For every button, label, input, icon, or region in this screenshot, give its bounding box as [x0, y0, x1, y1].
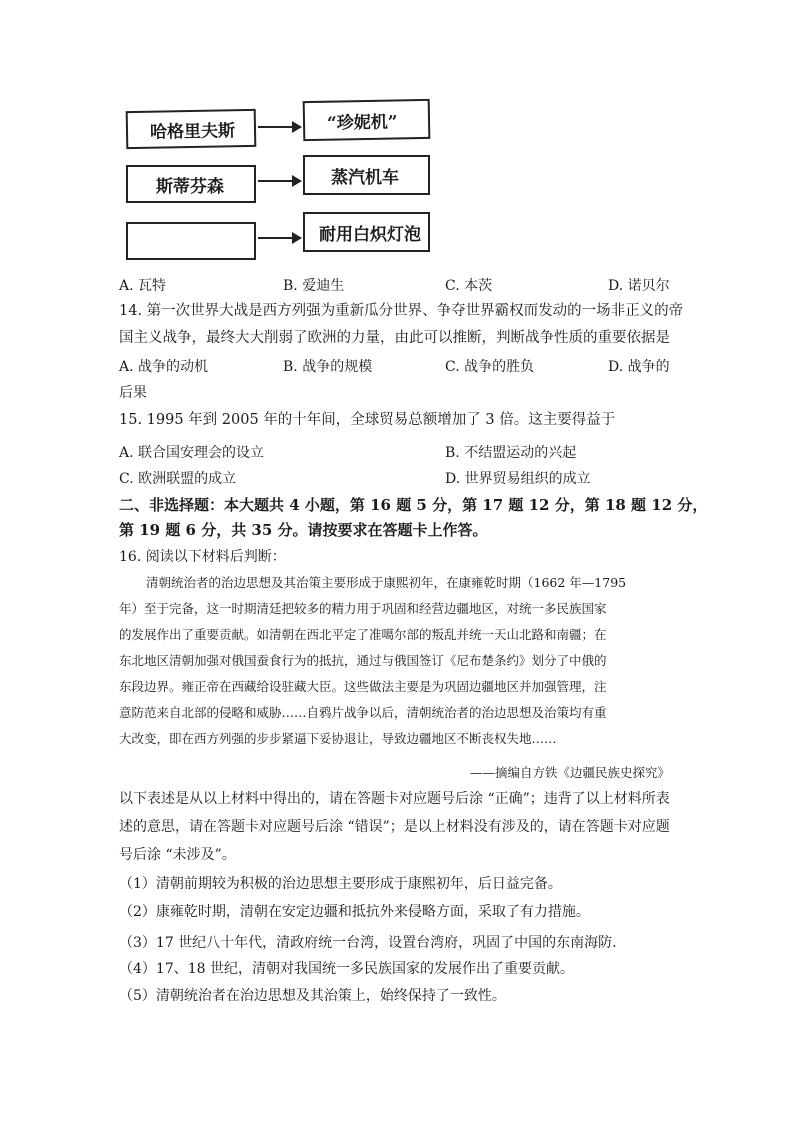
q16-instruction-line-2: 述的意思，请在答题卡对应题号后涂 “错误”；是以上材料没有涉及的，请在答题卡对应题	[119, 819, 670, 835]
q14-option-d-wrap: 后果	[119, 385, 147, 401]
material-line: 清朝统治者的治边思想及其治策主要形成于康熙初年，在康雍乾时期（1662 年—1795	[146, 575, 627, 590]
inventor-box-1	[126, 109, 257, 149]
flow-arrow-1	[258, 126, 300, 128]
q14-option-d: D. 战争的	[608, 359, 670, 375]
q14-stem-line-2: 国主义战争，最终大大削弱了欧洲的力量，由此可以推断，判断战争性质的重要依据是	[119, 330, 670, 346]
inventor-label-2: 斯蒂芬森	[156, 176, 224, 197]
q16-statement-2: （2）康雍乾时期，清朝在安定边疆和抵抗外来侵略方面，采取了有力措施。	[119, 904, 590, 920]
inventor-box-3	[126, 222, 256, 260]
inventor-box-2	[126, 165, 256, 203]
section-2-heading-line-1: 二、非选择题：本大题共 4 小题，第 16 题 5 分，第 17 题 12 分，第 18 题 12 分，	[119, 496, 708, 514]
q16-instruction-line-1: 以下表述是从以上材料中得出的，请在答题卡对应题号后涂 “正确”；违背了以上材料所表	[119, 791, 670, 807]
material-line: 的发展作出了重要贡献。如清朝在西北平定了准噶尔部的叛乱并统一天山北路和南疆；在	[119, 627, 607, 642]
material-line: 年）至于完备，这一时期清廷把较多的精力用于巩固和经营边疆地区，对统一多民族国家	[119, 601, 607, 616]
q15-option-a: A. 联合国安理会的设立	[119, 445, 265, 461]
q16-statement-3: （3）17 世纪八十年代，清政府统一台湾，设置台湾府，巩固了中国的东南海防.	[119, 935, 617, 951]
invention-box-3	[303, 212, 430, 252]
q13-option-b: B. 爱迪生	[283, 278, 345, 294]
q14-option-c: C. 战争的胜负	[445, 359, 535, 375]
q15-option-c: C. 欧洲联盟的成立	[119, 471, 237, 487]
invention-box-1	[303, 99, 431, 141]
q15-stem: 15. 1995 年到 2005 年的十年间，全球贸易总额增加了 3 倍。这主要得益于	[119, 412, 616, 428]
material-line: 大改变，即在西方列强的步步紧逼下妥协退让，导致边疆地区不断丧权失地……	[119, 731, 557, 746]
material-line: 东段边界。雍正帝在西藏给设驻藏大臣。这些做法主要是为巩固边疆地区并加强管理，注	[119, 679, 607, 694]
q16-statement-4: （4）17、18 世纪，清朝对我国统一多民族国家的发展作出了重要贡献。	[119, 961, 574, 977]
q15-option-b: B. 不结盟运动的兴起	[445, 445, 577, 461]
q15-option-d: D. 世界贸易组织的成立	[445, 471, 591, 487]
material-line: 意防范来自北部的侵略和威胁……自鸦片战争以后，清朝统治者的治边思想及治策均有重	[119, 705, 607, 720]
invention-label-3: 耐用白炽灯泡	[319, 224, 421, 245]
q16-intro: 16. 阅读以下材料后判断：	[119, 549, 286, 565]
flow-arrow-2	[258, 180, 300, 182]
q13-option-a: A. 瓦特	[119, 278, 167, 294]
material-line: 东北地区清朝加强对俄国蚕食行为的抵抗，通过与俄国签订《尼布楚条约》划分了中俄的	[119, 653, 607, 668]
flow-arrow-3	[258, 237, 300, 239]
material-source: ——摘编自方铁《边疆民族史探究》	[469, 765, 670, 780]
q16-instruction-line-3: 号后涂 “未涉及”。	[119, 847, 236, 863]
q14-option-b: B. 战争的规模	[283, 359, 373, 375]
q13-option-c: C. 本茨	[445, 278, 493, 294]
invention-label-1: “珍妮机”	[326, 111, 398, 134]
q16-statement-5: （5）清朝统治者在治边思想及其治策上，始终保持了一致性。	[119, 988, 506, 1004]
q14-option-a: A. 战争的动机	[119, 359, 209, 375]
section-2-heading-line-2: 第 19 题 6 分，共 35 分。请按要求在答题卡上作答。	[119, 521, 488, 539]
q14-stem-line-1: 14. 第一次世界大战是西方列强为重新瓜分世界、争夺世界霸权而发动的一场非正义的帝	[119, 303, 684, 319]
invention-box-2	[303, 155, 430, 195]
q13-option-d: D. 诺贝尔	[608, 278, 670, 294]
q16-statement-1: （1）清朝前期较为积极的治边思想主要形成于康熙初年，后日益完备。	[119, 876, 562, 892]
invention-label-2: 蒸汽机车	[331, 167, 399, 188]
inventor-label-1: 哈格里夫斯	[149, 120, 236, 143]
